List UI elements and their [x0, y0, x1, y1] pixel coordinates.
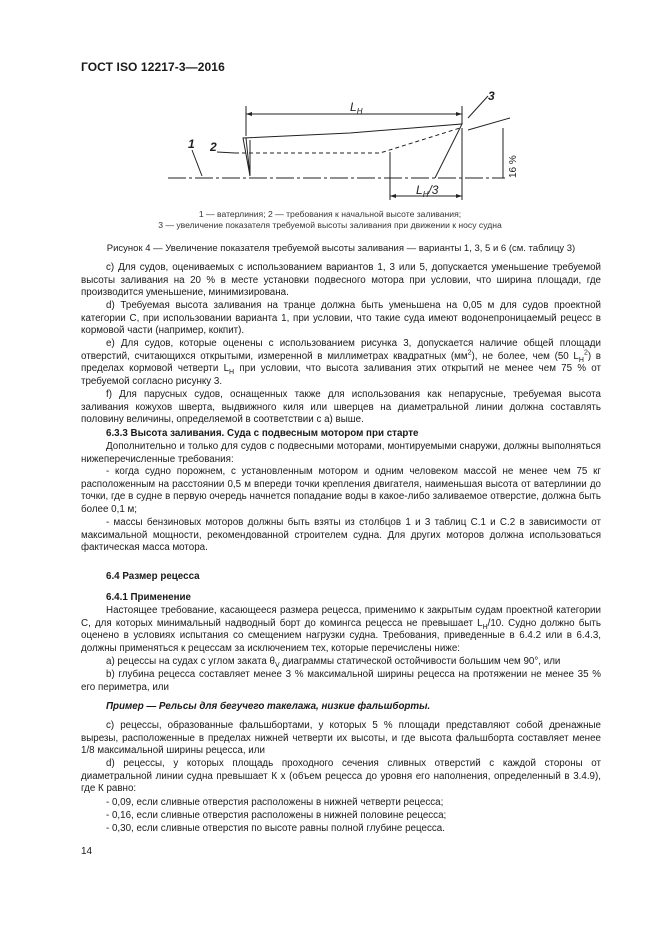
list-item-1: - 0,09, если сливные отверстия расположены в нижней четверти рецесса; — [106, 797, 444, 808]
lh-label: L — [350, 100, 357, 114]
para-633c: - массы бензиновых моторов должны быть взяты из столбцов 1 и 3 таблиц С.1 и С.2 в зависимости от максимальной мощности, рекомендованной строителем судна. Для других моторов должна использоваться фактическая масса мотора. — [81, 517, 601, 553]
page-number: 14 — [81, 846, 93, 857]
lh3-label: L — [416, 183, 423, 197]
para-d1: d) Требуемая высота заливания на транце должна быть уменьшена на 0,05 м для судов проектной категории С, при использовании варианта 1, при условии, что такие суда имеют водонепроницаемый рецесс в кормовой части (например, кокпит). — [81, 300, 601, 336]
callout-2: 2 — [210, 140, 217, 154]
list-item-3: - 0,30, если сливные отверстия по высоте равны полной глубине рецесса. — [106, 823, 445, 834]
para-633a: Дополнительно и только для судов с подвесными моторами, монтируемыми снаружи, должны выполняться нижеперечисленные требования: — [81, 441, 601, 465]
lh3-label-tail: /3 — [428, 183, 439, 197]
para-c2: c) рецессы, образованные фальшбортами, у которых 5 % площади представляют собой дренажные вырезы, расположенные в пределах нижней четверти их высоты, и где высота фальшборта составляет менее 1/8 максимальной ширины рецесса, или — [81, 720, 601, 756]
para-c1: c) Для судов, оцениваемых с использованием вариантов 1, 3 или 5, допускается уменьшение требуемой высоты заливания на 20 % в месте установки подвесного мотора при условии, что ширина площади, где производится уменьшение, минимизирована. — [81, 262, 601, 298]
heading-64: 6.4 Размер рецесса — [106, 571, 200, 582]
svg-text:LH — [350, 100, 363, 116]
para-b2: b) глубина рецесса составляет менее 3 % максимальной ширины рецесса на протяжении не менее 35 % его периметра, или — [81, 669, 601, 693]
example-note: Пример — Рельсы для бегучего такелажа, низкие фальшборты. — [106, 701, 431, 712]
lh3-label-sub: H — [422, 190, 429, 199]
para-633b: - когда судно порожнем, с установленным мотором и одним человеком массой не менее чем 75 кг расположенным на расстоянии 0,5 м впереди точки крепления двигателя, наименьшая высота от ватерлинии до точки, где в судне в первую очередь начнется попадание воды в какое-либо заливаемое отверстие, должна быть более 0,1 м; — [81, 466, 601, 515]
heading-641: 6.4.1 Применение — [106, 592, 192, 603]
hull-profile — [243, 124, 462, 178]
percent-label: 16 % — [508, 155, 519, 178]
figure-legend-2: 3 — увеличение показателя требуемой высоты заливания при движении к носу судна — [158, 220, 502, 230]
flood-height-diagram — [150, 88, 530, 206]
lh-label-sub: H — [356, 107, 363, 116]
para-e1: e) Для судов, которые оценены с использованием рисунка 3, допускается наличие общей площади отверстий, считающихся открытыми, измеренной в миллиметрах квадратных $(мм^2)$, не более, чем (50 $L_H^2$) в пределах кормовой четверти $L_H$ при условии, что высота заливания этих открытий не менее чем 75 % от требуемой согласно рисунку 3. — [81, 338, 601, 387]
callout-1: 1 — [188, 137, 195, 151]
para-641a: Настоящее требование, касающееся размера рецесса, применимо к закрытым судам проектной категории С, для которых минимальный надводный борт до комингса рецесса не превышает $L_H/10$. Судно должно быть оценено в условиях испытания со смещением нагрузки судна. Требования, приведенные в 6.4.2 или в 6.4.3, должны применяться к рецессам за исключением тех, которые перечислены ниже: — [81, 605, 601, 654]
svg-text:LH/3 — [416, 183, 439, 199]
para-d2: d) рецессы, у которых площадь проходного сечения сливных отверстий с каждой стороны от диаметральной линии судна превышает К х (объем рецесса до уровня его наполнения, определенный в 3.4.9), где К равно: — [81, 758, 601, 794]
document-header: ГОСТ ISO 12217-3—2016 — [81, 60, 225, 74]
figure-legend-1: 1 — ватерлиния; 2 — требования к начальной высоте заливания; — [198, 209, 462, 219]
heading-633: 6.3.3 Высота заливания. Суда с подвесным мотором при старте — [106, 428, 419, 439]
para-f1: f) Для парусных судов, оснащенных также для использования как непарусные, требуемая высота заливания кожухов шверта, выдвижного киля или шверцев на диаметральной линии должна составлять половину величины, определяемой в соответствии с а) выше. — [81, 389, 601, 425]
figure-title: Рисунок 4 — Увеличение показателя требуемой высоты заливания — варианты 1, 3, 5 и 6 (см. таблицу 3) — [106, 243, 576, 254]
callout-3: 3 — [488, 89, 495, 103]
list-item-2: - 0,16, если сливные отверстия расположены в нижней половине рецесса; — [106, 810, 447, 821]
flood-requirement-line — [235, 128, 460, 153]
para-a2: a) рецессы на судах с углом заката $\theta_V$ диаграммы статической остойчивости большим чем 90°, или — [106, 656, 561, 669]
